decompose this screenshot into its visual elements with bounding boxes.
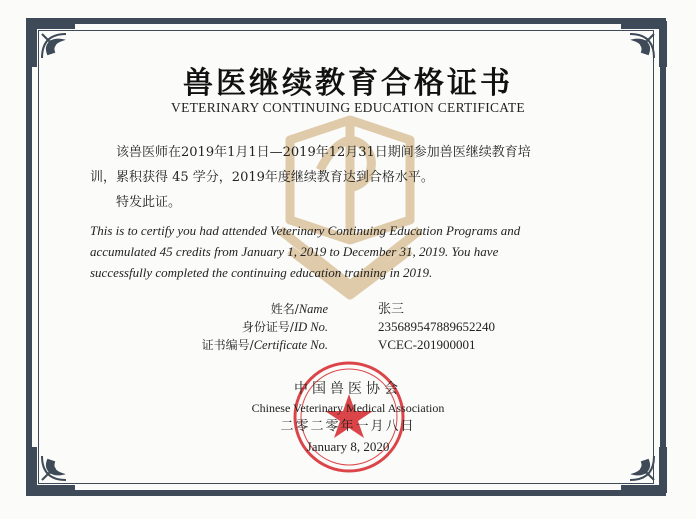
certificate-no-label — [150, 336, 378, 354]
name-value: 张三 — [378, 301, 405, 316]
body-en-line: accumulated 45 credits from January 1, 2019 to December 31, 2019. You have — [90, 244, 499, 259]
certificate-no-value: VCEC-201900001 — [378, 337, 476, 352]
info-row-id — [150, 318, 570, 336]
issuer-name-cn: 中国兽医协会 — [294, 381, 402, 397]
id-label-cn: 身份证号/ — [241, 320, 294, 334]
issuer-name-en: Chinese Veterinary Medical Association — [251, 401, 445, 415]
cert-label-cn: 证书编号/ — [201, 338, 254, 352]
id-label — [150, 318, 378, 336]
name-label — [150, 300, 378, 318]
certificate-title-cn: 兽医继续教育合格证书 — [183, 66, 513, 101]
issuer-block — [0, 378, 696, 456]
issue-date-en: January 8, 2020 — [306, 439, 390, 454]
certificate-title-en: VETERINARY CONTINUING EDUCATION CERTIFICATE — [171, 100, 525, 115]
body-en-line: successfully completed the continuing education training in 2019. — [90, 265, 433, 280]
id-value: 235689547889652240 — [378, 319, 495, 334]
id-label-en: ID No. — [293, 320, 328, 334]
cert-label-en: Certificate No. — [253, 338, 328, 352]
info-row-certificate — [150, 336, 570, 354]
body-cn-line: 该兽医师在2019年1月1日—2019年12月31日期间参加兽医继续教育培 — [116, 145, 531, 160]
info-row-name — [150, 300, 570, 318]
body-cn-line: 特发此证。 — [116, 195, 182, 210]
issue-date-cn: 二零二零年一月八日 — [280, 419, 416, 434]
name-label-en: Name — [298, 302, 328, 316]
certificate-body-en — [90, 220, 610, 283]
holder-info — [150, 300, 570, 354]
certificate-body-cn — [90, 140, 615, 215]
body-cn-line: 训，累积获得 45 学分，2019年度继续教育达到合格水平。 — [90, 170, 434, 185]
body-en-line: This is to certify you had attended Veterinary Continuing Education Programs and — [90, 223, 521, 238]
name-label-cn: 姓名/ — [270, 302, 299, 316]
